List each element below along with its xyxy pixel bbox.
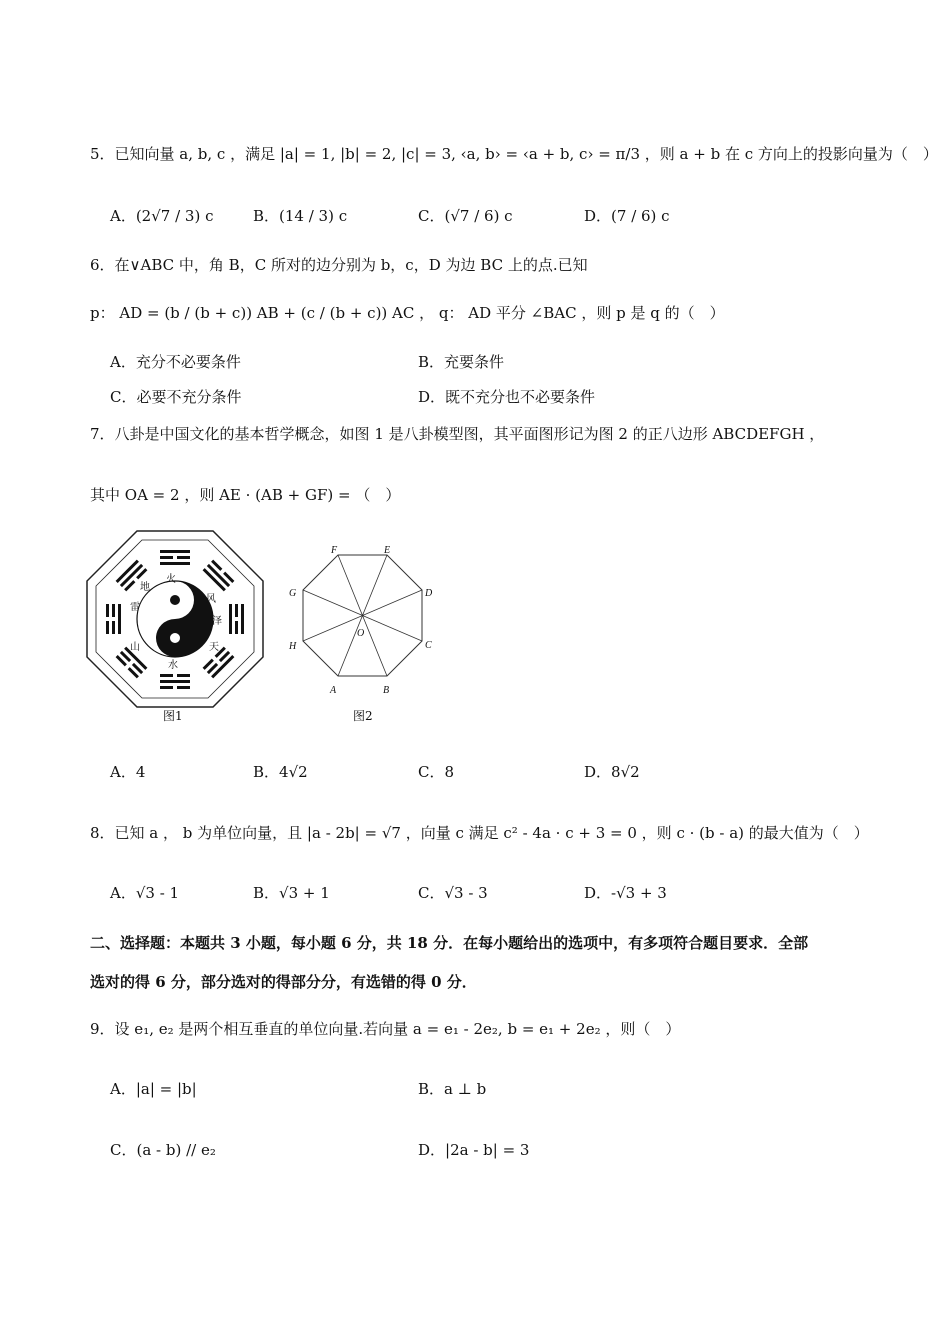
q5-option-d: D．(7 / 6) c [584,207,670,225]
q8-option-b: B．√3 + 1 [253,884,330,902]
section2-line1: 二、选择题：本题共 3 小题，每小题 6 分，共 18 分．在每小题给出的选项中，有多项符合题目要求．全部 [90,934,809,952]
vertex-f: F [331,545,338,556]
q6-option-a: A．充分不必要条件 [110,353,241,371]
bagua-label-fire: 火 [166,574,176,585]
bagua-figure [84,528,266,710]
vertex-e: E [384,545,391,556]
bagua-label-water: 水 [168,660,178,671]
section2-line2: 选对的得 6 分，部分选对的得部分分，有选错的得 0 分． [90,973,477,991]
q6-stem-line2: p： AD = (b / (b + c)) AB + (c / (b + c)) AC ， q： AD 平分 ∠BAC ，则 p 是 q 的（ ） [90,304,725,322]
q9-option-a: A．|a| = |b| [110,1080,197,1098]
q5-option-c: C．(√7 / 6) c [418,207,513,225]
bagua-label-thunder: 雷 [130,602,140,613]
q5-stem: 5．已知向量 a, b, c ，满足 |a| = 1, |b| = 2, |c| = 3, ‹a, b› = ‹a + b, c› = π/3 ，则 a + b 在 c 方向上的投影向量为（ ） [90,145,938,163]
q9-option-d: D．|2a - b| = 3 [418,1141,530,1159]
q7-stem-line1: 7．八卦是中国文化的基本哲学概念，如图 1 是八卦模型图，其平面图形记为图 2 的正八边形 ABCDEFGH ， [90,425,825,443]
octagon-figure [283,544,443,704]
center-o: O [357,628,365,639]
bagua-label-earth: 地 [140,582,150,593]
q7-option-a: A．4 [110,763,146,781]
q5-option-b: B．(14 / 3) c [253,207,348,225]
q7-option-b: B．4√2 [253,763,308,781]
vertex-g: G [289,588,297,599]
bagua-label-mountain: 山 [130,642,140,653]
figure2-caption: 图2 [353,709,373,723]
bagua-label-heaven: 天 [209,642,219,653]
q8-option-d: D．-√3 + 3 [584,884,667,902]
q7-option-d: D．8√2 [584,763,640,781]
vertex-a: A [330,685,337,696]
q6-stem-line1: 6．在∨ABC 中，角 B，C 所对的边分别为 b，c，D 为边 BC 上的点.已知 [90,256,588,274]
q7-stem-line2: 其中 OA = 2 ，则 AE · (AB + GF) = （ ） [90,486,401,504]
q8-option-a: A．√3 - 1 [110,884,180,902]
figure1-caption: 图1 [163,709,183,723]
q5-option-a: A．(2√7 / 3) c [110,207,214,225]
q6-option-b: B．充要条件 [418,353,505,371]
vertex-d: D [425,588,433,599]
bagua-label-lake: 泽 [212,616,222,627]
vertex-c: C [425,640,432,651]
bagua-label-wind: 风 [206,594,216,605]
q7-option-c: C．8 [418,763,455,781]
q8-option-c: C．√3 - 3 [418,884,488,902]
q8-stem: 8．已知 a ， b 为单位向量，且 |a - 2b| = √7 ，向量 c 满足 c² - 4a · c + 3 = 0 ，则 c · (b - a) 的最大值为（ ） [90,824,869,842]
q9-option-c: C．(a - b) // e₂ [110,1141,216,1159]
q6-option-d: D．既不充分也不必要条件 [418,388,596,406]
vertex-h: H [289,641,297,652]
q6-option-c: C．必要不充分条件 [110,388,242,406]
q9-stem: 9．设 e₁, e₂ 是两个相互垂直的单位向量.若向量 a = e₁ - 2e₂, b = e₁ + 2e₂ ，则（ ） [90,1020,681,1038]
vertex-b: B [383,685,390,696]
q9-option-b: B．a ⊥ b [418,1080,487,1098]
